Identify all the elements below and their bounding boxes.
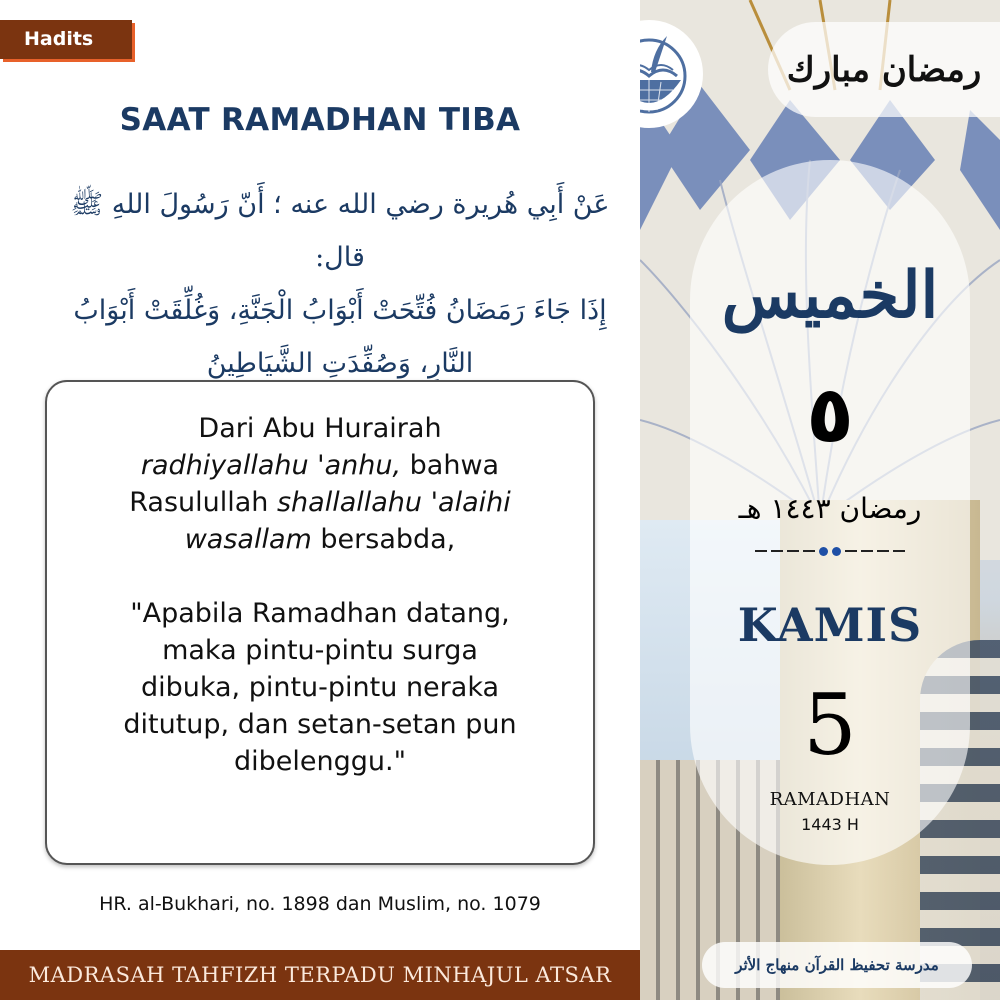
day-name-arabic: الخميس [721, 258, 939, 333]
intro-line-4 [67, 521, 573, 558]
book-globe-quill-logo-icon [640, 20, 703, 128]
salawat-italic: shallallahu 'alaihi [276, 487, 511, 518]
hadith-arabic-text [70, 178, 610, 390]
intro-line-2 [67, 447, 573, 484]
divider-dot-icon [819, 547, 828, 556]
intro-text: bahwa [401, 450, 500, 481]
honorific-italic: radhiyallahu 'anhu, [140, 450, 402, 481]
translation-card [45, 380, 595, 865]
divider-dot-icon [832, 547, 841, 556]
footer-institution-bar: MADRASAH TAHFIZH TERPADU MINHAJUL ATSAR [0, 950, 640, 1000]
hadith-source: HR. al-Bukhari, no. 1898 dan Muslim, no. 1079 [99, 893, 541, 915]
intro-line-3 [67, 484, 573, 521]
intro-text: Rasulullah [129, 487, 277, 518]
quote-line: maka pintu-pintu surga [162, 635, 478, 666]
arabic-line: عَنْ أَبِي هُريرة رضي الله عنه ؛ أَنّ رَسُولَ اللهِ ﷺ قال: [70, 189, 610, 273]
hijri-month-latin: RAMADHAN [769, 789, 891, 810]
date-number-latin: 5 [803, 676, 857, 774]
arabic-line: إِذَا جَاءَ رَمَضَانُ فُتِّحَتْ أَبْوَابُ الْجَنَّةِ، وَغُلِّقَتْ أَبْوَابُ [73, 295, 607, 326]
ramadan-mubarak-calligraphy: رمضان مبارك [786, 50, 982, 90]
hijri-month-year-arabic: رمضان ١٤٤٣ هـ [738, 492, 922, 525]
institution-name-arabic: مدرسة تحفيظ القرآن منهاج الأثر [735, 956, 939, 974]
intro-line-1: Dari Abu Hurairah [198, 413, 442, 444]
day-name-latin: KAMIS [737, 598, 923, 652]
category-tag: Hadits [0, 20, 132, 59]
quote-line: dibuka, pintu-pintu neraka [140, 672, 500, 703]
quote-line: ditutup, dan setan-setan pun [123, 709, 517, 740]
quote-line: "Apabila Ramadhan datang, [130, 598, 510, 629]
arabic-line: النَّارِ، وَصُفِّدَتِ الشَّيَاطِينُ [206, 348, 474, 379]
intro-text: bersabda, [311, 524, 456, 555]
hijri-year-latin: 1443 H [801, 815, 859, 834]
salawat-italic: wasallam [184, 524, 312, 555]
page-title: SAAT RAMADHAN TIBA [119, 102, 521, 138]
institution-logo [640, 20, 703, 128]
date-number-arabic: ٥ [806, 370, 854, 460]
quote-line: dibelenggu." [233, 746, 406, 777]
calendar-panel [640, 0, 1000, 1000]
dotted-divider [735, 543, 925, 559]
